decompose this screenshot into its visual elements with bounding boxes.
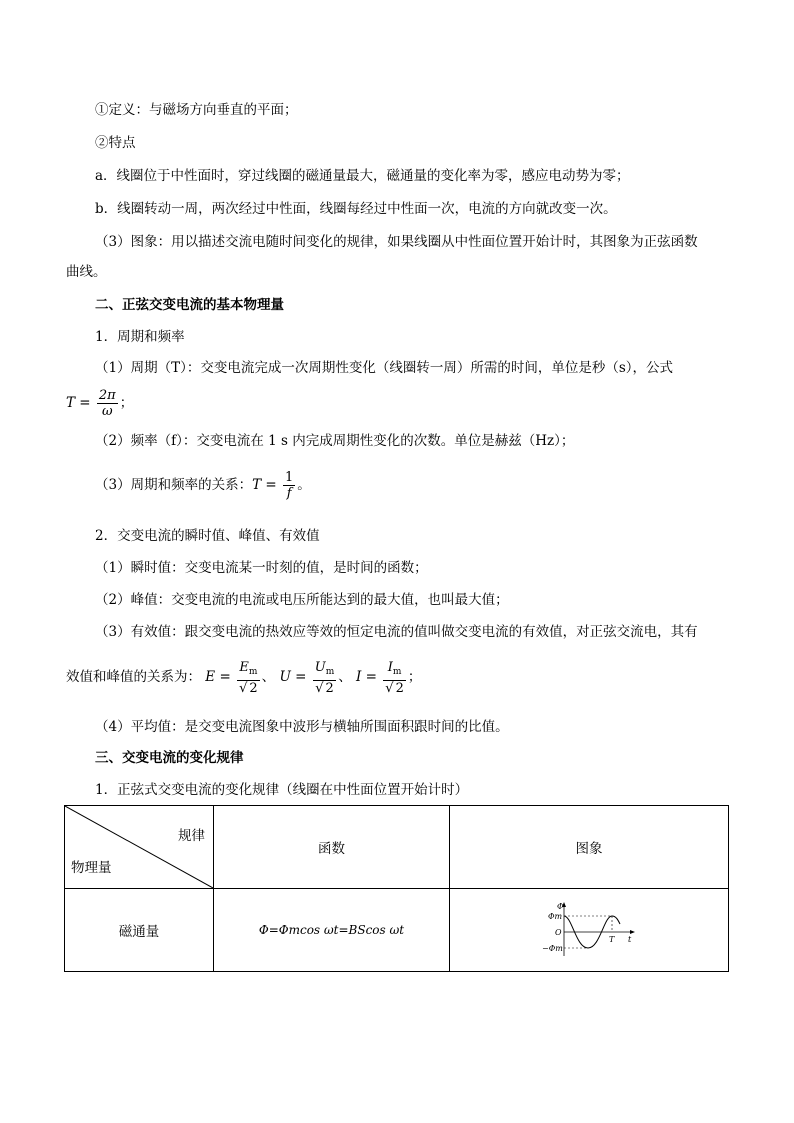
rms-end: ；: [407, 669, 422, 685]
rms-e-num: E: [239, 659, 249, 675]
graph-T-label: T: [609, 935, 615, 944]
rms-e-lhs: E =: [205, 669, 231, 685]
rms-line-2: [66, 657, 421, 697]
rms-e-fraction: $\frac{E_m}{√ 2}$: [239, 659, 258, 696]
rms-u-sub: m: [325, 666, 335, 677]
section3-heading: 三、交变电流的变化规律: [95, 750, 244, 766]
corner-top-label: 规律: [178, 828, 205, 844]
instant-line: （1）瞬时值：交变电流某一时刻的值，是时间的函数；: [95, 560, 428, 576]
row1-quantity: 磁通量: [65, 889, 214, 972]
relation-fraction: [283, 470, 295, 501]
graph-desc-2: 曲线。: [66, 264, 107, 280]
rms-i-sub: m: [392, 666, 402, 677]
rms-sep-2: 、: [338, 669, 352, 685]
rms-e-den: 2: [249, 680, 258, 696]
section3-sub1: 1．正弦式交变电流的变化规律（线圈在中性面位置开始计时）: [95, 782, 469, 798]
graph-phi-label: Φ: [557, 902, 564, 911]
rms-prefix: 效值和峰值的关系为：: [66, 669, 201, 685]
graph-neg-phim-label: −Φm: [542, 944, 563, 953]
rms-e-sub: m: [248, 666, 258, 677]
rms-i-num: I: [387, 659, 393, 675]
graph-t-label: t: [628, 935, 632, 944]
period-num: 2π: [98, 388, 116, 403]
graph-origin-label: O: [555, 928, 562, 937]
corner-bottom-label: 物理量: [71, 860, 112, 876]
row1-graph-cell: [450, 889, 729, 972]
relation-line: [95, 468, 311, 502]
feature-a: a．线圈位于中性面时，穿过线圈的磁通量最大，磁通量的变化率为零，感应电动势为零；: [95, 168, 630, 184]
table-header-row: [65, 806, 729, 889]
peak-line: （2）峰值：交变电流的电流或电压所能达到的最大值，也叫最大值；: [95, 592, 509, 608]
definition-line: ①定义：与磁场方向垂直的平面；: [95, 102, 298, 118]
table-corner-cell: [65, 806, 214, 889]
period-end: ；: [119, 395, 134, 411]
relation-den: f: [286, 486, 292, 501]
graph-desc-1: （3）图象：用以描述交流电随时间变化的规律，如果线圈从中性面位置开始计时，其图象为正弦函数: [95, 234, 698, 250]
average-line: （4）平均值：是交变电流图象中波形与横轴所围面积跟时间的比值。: [95, 719, 509, 735]
period-lhs: T =: [66, 395, 91, 411]
rms-sep-1: 、: [261, 669, 276, 685]
section2-heading: 二、正弦交变电流的基本物理量: [95, 297, 284, 313]
rms-i-lhs: I =: [356, 669, 377, 685]
section2-sub2: 2．交变电流的瞬时值、峰值、有效值: [95, 528, 320, 544]
rms-i-den: 2: [395, 680, 404, 696]
rms-u-den: 2: [325, 680, 334, 696]
rms-line-1: （3）有效值：跟交变电流的热效应等效的恒定电流的值叫做交变电流的有效值，对正弦交流电，其有: [95, 624, 698, 640]
period-fraction: [97, 388, 118, 419]
relation-end: 。: [297, 477, 311, 493]
relation-prefix: （3）周期和频率的关系：: [95, 477, 253, 493]
table-row: [65, 889, 729, 972]
relation-lhs: T =: [252, 477, 277, 493]
rms-u-lhs: U =: [279, 669, 307, 685]
variation-law-table: [64, 805, 729, 972]
graph-phim-label: Φm: [548, 912, 563, 921]
rms-i-fraction: $\frac{I_m}{√ 2}$: [385, 659, 404, 696]
rms-u-fraction: $\frac{U_m}{√ 2}$: [314, 659, 335, 696]
feature-line: ②特点: [95, 135, 136, 151]
period-formula: [66, 386, 133, 420]
row1-formula: Φ=Φmcos ωt=BScos ωt: [214, 889, 450, 972]
flux-cosine-graph: [534, 900, 644, 960]
period-den: ω: [102, 404, 113, 419]
relation-num: 1: [285, 470, 294, 485]
col-function-header: 函数: [214, 806, 450, 889]
period-line: （1）周期（T）：交变电流完成一次周期性变化（线圈转一周）所需的时间，单位是秒（s），公式: [95, 360, 674, 376]
feature-b: b．线圈转动一周，两次经过中性面，线圈每经过中性面一次，电流的方向就改变一次。: [95, 201, 617, 217]
frequency-line: （2）频率（f）：交变电流在 1 s 内完成周期性变化的次数。单位是赫兹（Hz）；: [95, 433, 575, 449]
col-graph-header: 图象: [450, 806, 729, 889]
rms-u-num: U: [314, 659, 326, 675]
section2-sub1: 1．周期和频率: [95, 329, 185, 345]
